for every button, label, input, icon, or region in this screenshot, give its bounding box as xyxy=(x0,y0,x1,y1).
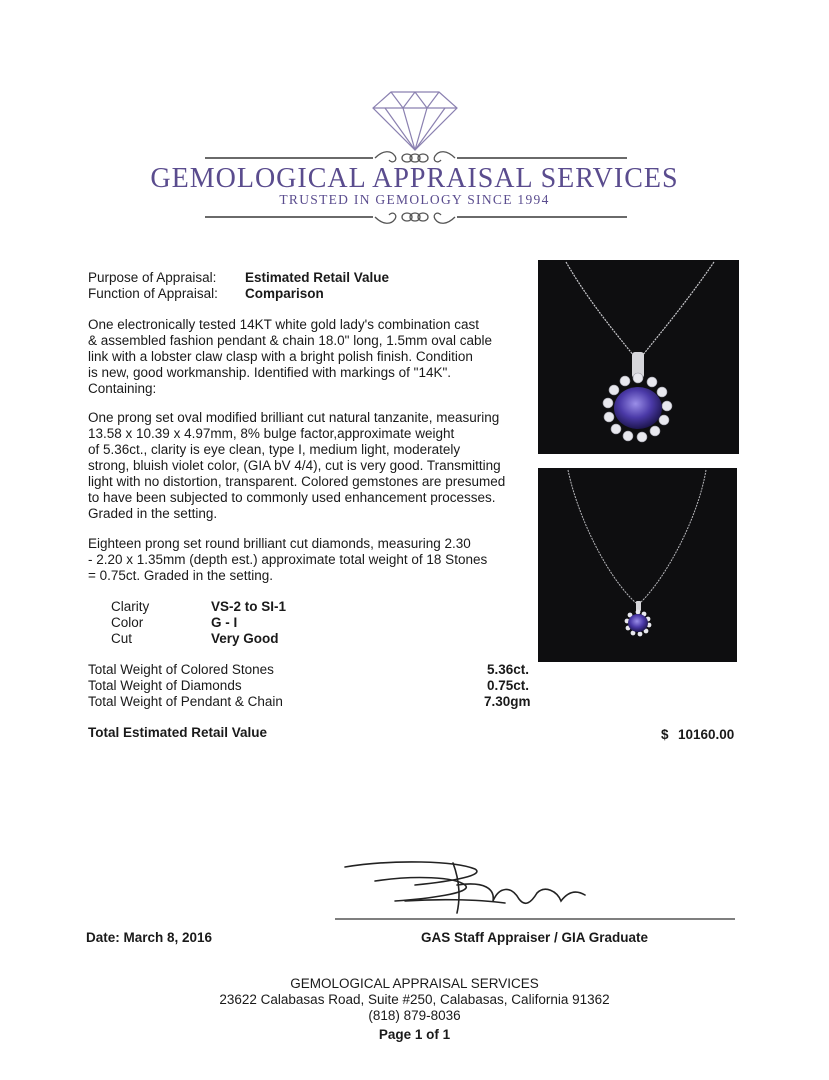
total-diamonds-value: 0.75ct. xyxy=(487,678,530,693)
footer-phone: (818) 879-8036 xyxy=(368,1008,461,1023)
header-rule-top-left xyxy=(205,157,373,159)
brand-name: GEMOLOGICAL APPRAISAL SERVICES xyxy=(150,163,679,194)
total-colored-stones-label: Total Weight of Colored Stones xyxy=(88,662,274,677)
purpose-value: Estimated Retail Value xyxy=(245,270,390,285)
purpose-label: Purpose of Appraisal: xyxy=(88,270,217,285)
tanzanite-description-line: 13.58 x 10.39 x 4.97mm, 8% bulge factor,approximate weight xyxy=(88,426,455,441)
tanzanite-description-line: light with no distortion, transparent. Colored gemstones are presumed xyxy=(88,474,506,489)
appraiser-signature xyxy=(335,855,735,925)
footer-address: 23622 Calabasas Road, Suite #250, Calabasas, California 91362 xyxy=(219,992,610,1007)
ornament-bottom-icon xyxy=(373,207,457,227)
retail-currency: $ xyxy=(661,727,669,742)
item-description-line: One electronically tested 14KT white gold lady's combination cast xyxy=(88,317,480,332)
retail-value-label: Total Estimated Retail Value xyxy=(88,725,268,740)
header-rule-top-right xyxy=(457,157,627,159)
clarity-value: VS-2 to SI-1 xyxy=(211,599,287,614)
color-value: G - I xyxy=(211,615,238,630)
retail-value: 10160.00 xyxy=(678,727,735,742)
page-number: Page 1 of 1 xyxy=(378,1027,451,1042)
function-label: Function of Appraisal: xyxy=(88,286,218,301)
tanzanite-description-line: of 5.36ct., clarity is eye clean, type I, medium light, moderately xyxy=(88,442,461,457)
appraisal-date: Date: March 8, 2016 xyxy=(86,930,213,945)
cut-label: Cut xyxy=(111,631,133,646)
cut-value: Very Good xyxy=(211,631,279,646)
header-rule-bottom-right xyxy=(457,216,627,218)
tanzanite-description-line: One prong set oval modified brilliant cut natural tanzanite, measuring xyxy=(88,410,500,425)
clarity-label: Clarity xyxy=(111,599,150,614)
item-description xyxy=(88,317,528,397)
item-description-line: link with a lobster claw clasp with a bright polish finish. Condition xyxy=(88,349,473,364)
item-description-line: & assembled fashion pendant & chain 18.0" long, 1.5mm oval cable xyxy=(88,333,493,348)
pendant-closeup-photo xyxy=(538,260,739,454)
diamond-outline-icon xyxy=(371,90,459,152)
tanzanite-description-line: to have been subjected to commonly used enhancement processes. xyxy=(88,490,496,505)
diamond-description-line: - 2.20 x 1.35mm (depth est.) approximate total weight of 18 Stones xyxy=(88,552,488,567)
tanzanite-description-line: strong, bluish violet color, (GIA bV 4/4), cut is very good. Transmitting xyxy=(88,458,501,473)
item-description-line: Containing: xyxy=(88,381,157,396)
diamond-description-line: = 0.75ct. Graded in the setting. xyxy=(88,568,273,583)
brand-tagline: TRUSTED IN GEMOLOGY SINCE 1994 xyxy=(279,192,550,207)
diamond-description xyxy=(88,536,528,584)
tanzanite-description xyxy=(88,410,528,522)
total-pendant-chain-label: Total Weight of Pendant & Chain xyxy=(88,694,283,709)
footer-company: GEMOLOGICAL APPRAISAL SERVICES xyxy=(290,976,539,991)
tanzanite-description-line: Graded in the setting. xyxy=(88,506,218,521)
item-description-line: is new, good workmanship. Identified with markings of "14K". xyxy=(88,365,452,380)
appraiser-title: GAS Staff Appraiser / GIA Graduate xyxy=(421,930,649,945)
color-label: Color xyxy=(111,615,144,630)
total-diamonds-label: Total Weight of Diamonds xyxy=(88,678,242,693)
header-rule-bottom-left xyxy=(205,216,373,218)
necklace-full-photo xyxy=(538,468,737,662)
function-value: Comparison xyxy=(245,286,324,301)
total-colored-stones-value: 5.36ct. xyxy=(487,662,530,677)
total-pendant-chain-value: 7.30gm xyxy=(484,694,531,709)
diamond-description-line: Eighteen prong set round brilliant cut diamonds, measuring 2.30 xyxy=(88,536,471,551)
